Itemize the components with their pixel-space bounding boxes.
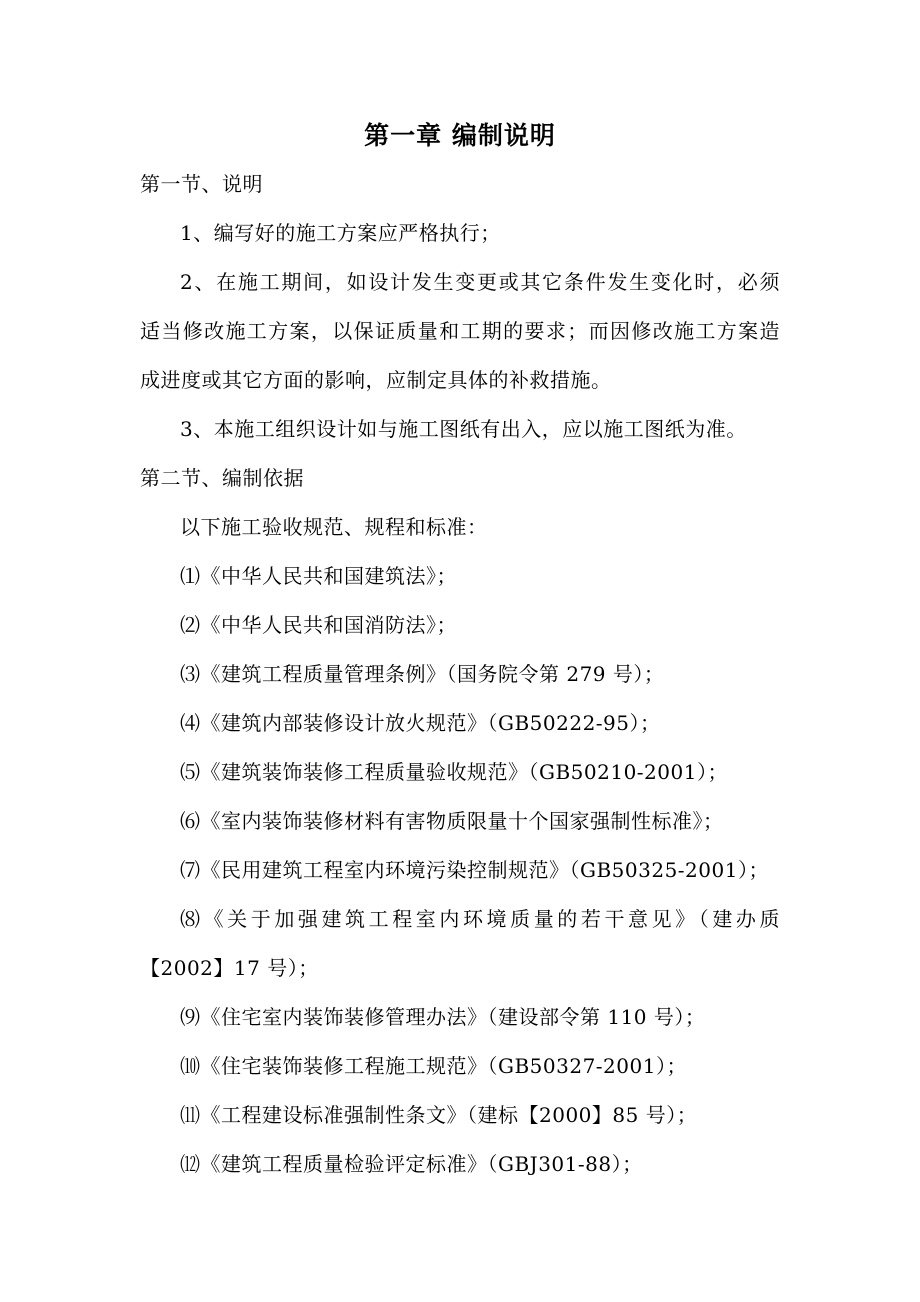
chapter-title: 第一章 编制说明 (364, 121, 556, 150)
section-heading-explanation: 第一节、说明 (140, 172, 263, 196)
paragraph-item-2-line-1: 2、在施工期间，如设计发生变更或其它条件发生变化时，必须 (180, 270, 780, 294)
basis-list-item: ⑼《住宅室内装饰装修管理办法》（建设部令第 110 号）； (180, 1005, 706, 1029)
paragraph-item-3: 3、本施工组织设计如与施工图纸有出入，应以施工图纸为准。 (180, 417, 747, 441)
basis-list-item: ⑽《住宅装饰装修工程施工规范》（GB50327-2001）； (180, 1054, 687, 1078)
basis-list-item: ⑾《工程建设标准强制性条文》（建标【2000】85 号）； (180, 1103, 698, 1127)
basis-list-item: ⑶《建筑工程质量管理条例》（国务院令第 279 号）； (180, 662, 665, 686)
basis-list-item-continuation: 【2002】17 号）； (140, 956, 319, 980)
section-heading-basis: 第二节、编制依据 (140, 466, 304, 490)
basis-list-item: ⑷《建筑内部装修设计放火规范》（GB50222-95）； (180, 711, 661, 735)
basis-list-item: ⑴《中华人民共和国建筑法》； (180, 564, 457, 588)
basis-list-item: ⑸《建筑装饰装修工程质量验收规范》（GB50210-2001）； (180, 760, 728, 784)
basis-list-item: ⑻《关于加强建筑工程室内环境质量的若干意见》（建办质 (180, 907, 780, 931)
basis-list-item: ⑺《民用建筑工程室内环境污染控制规范》（GB50325-2001）； (180, 858, 769, 882)
paragraph-item-2-line-2: 适当修改施工方案，以保证质量和工期的要求；而因修改施工方案造 (140, 319, 780, 343)
basis-list-item: ⑹《室内装饰装修材料有害物质限量十个国家强制性标准》； (180, 809, 724, 833)
basis-list-item: ⑵《中华人民共和国消防法》； (180, 613, 457, 637)
paragraph-item-1: 1、编写好的施工方案应严格执行； (180, 221, 501, 245)
basis-list-item: ⑿《建筑工程质量检验评定标准》（GBJ301-88）； (180, 1152, 643, 1176)
basis-intro: 以下施工验收规范、规程和标准： (180, 515, 488, 539)
paragraph-item-2-line-3: 成进度或其它方面的影响，应制定具体的补救措施。 (140, 368, 612, 392)
